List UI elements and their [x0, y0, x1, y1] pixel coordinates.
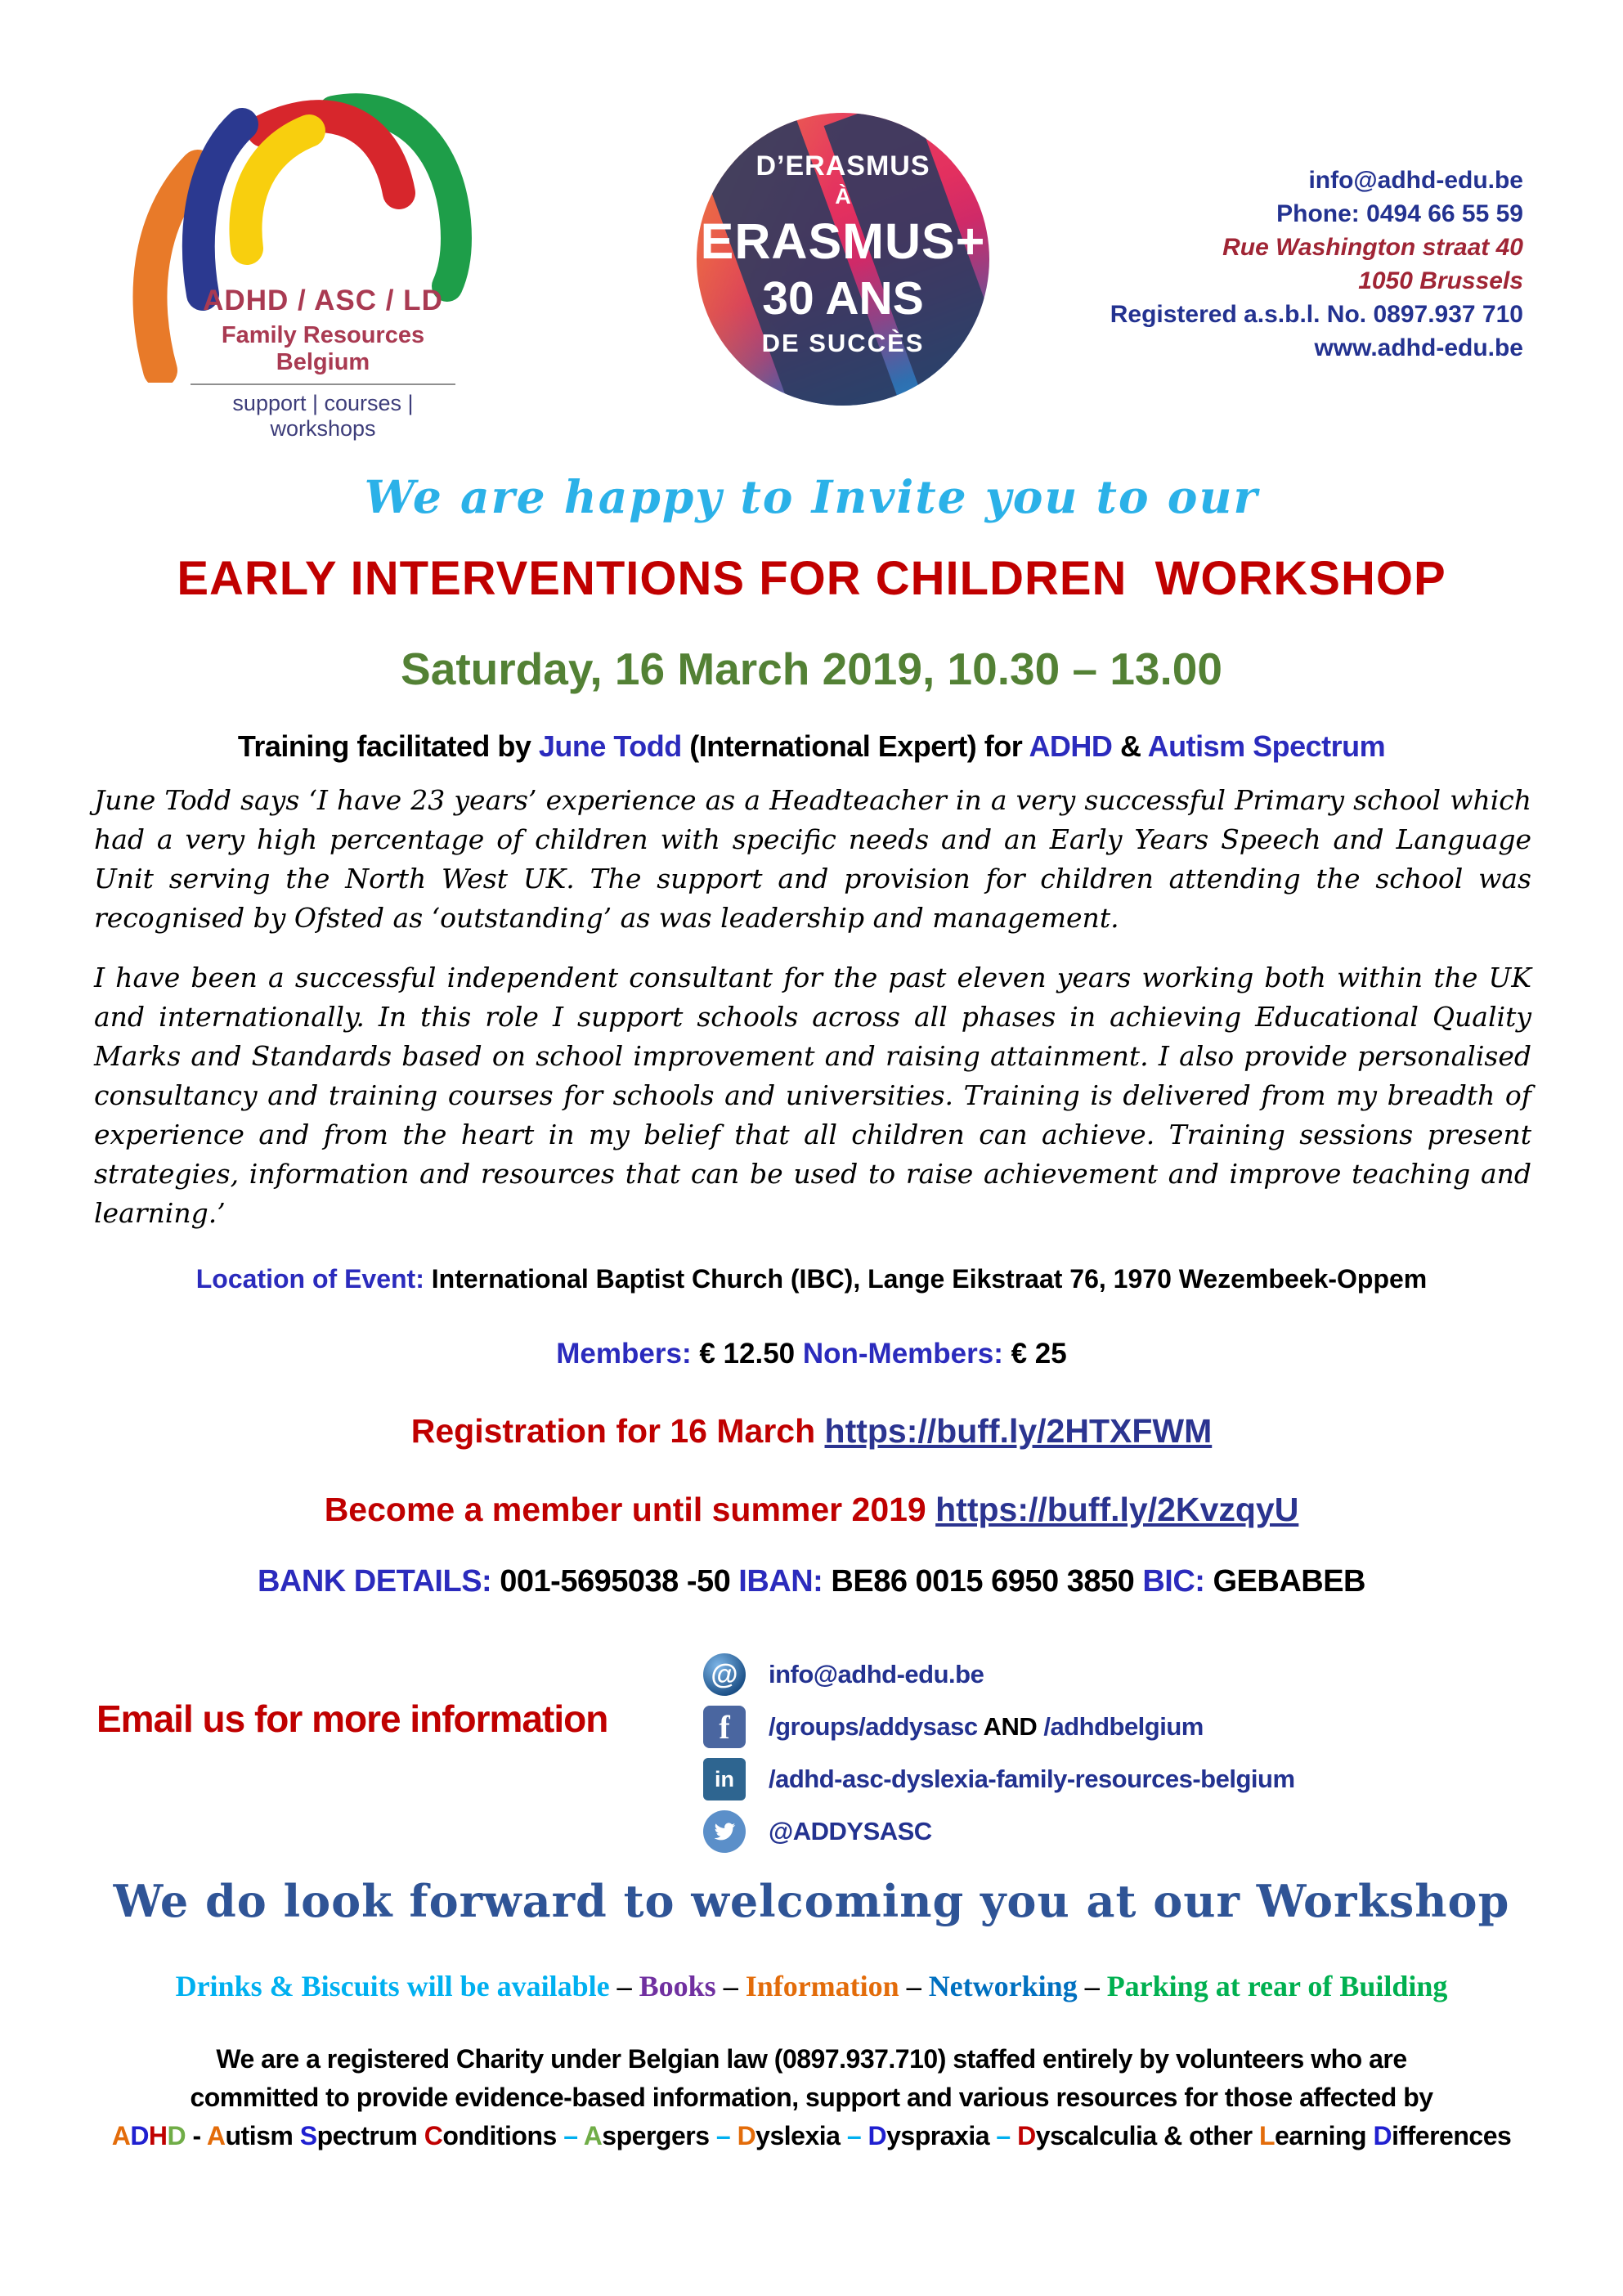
text-segment: Drinks & Biscuits will be available — [175, 1970, 617, 2002]
text-segment: & other — [1163, 2121, 1259, 2150]
text-segment: – — [1084, 1970, 1107, 2002]
text-segment: (International Expert) for — [681, 729, 1029, 763]
workshop-datetime: Saturday, 16 March 2019, 10.30 – 13.00 — [401, 644, 1222, 694]
text-segment: - — [186, 2121, 207, 2150]
text-segment: D — [167, 2121, 186, 2150]
text-segment: D — [737, 2121, 756, 2150]
social-row-facebook — [703, 1706, 1295, 1748]
text-segment: Location of Event: — [195, 1264, 432, 1294]
facebook-icon: f — [703, 1706, 746, 1748]
text-segment: H — [148, 2121, 168, 2150]
text-segment: BANK DETAILS: — [257, 1564, 500, 1599]
linkedin-icon: in — [703, 1758, 746, 1800]
contact-address-city: 1050 Brussels — [1358, 267, 1523, 294]
trainer-line — [0, 729, 1623, 764]
text-segment: Information — [745, 1970, 907, 2002]
text-segment: D — [868, 2121, 887, 2150]
contact-phone: Phone: 0494 66 55 59 — [1276, 200, 1523, 227]
pricing-line — [0, 1338, 1623, 1370]
text-segment: D — [1373, 2121, 1392, 2150]
erasmus-30-years-badge — [697, 113, 989, 406]
text-segment: Autism Spectrum — [1147, 729, 1386, 763]
text-segment: D — [1017, 2121, 1036, 2150]
contact-block — [1110, 164, 1523, 365]
charity-footer — [0, 2040, 1623, 2155]
text-segment: A — [206, 2121, 226, 2150]
text-segment: C — [424, 2121, 443, 2150]
text-segment: D — [130, 2121, 149, 2150]
contact-email: info@adhd-edu.be — [1308, 167, 1523, 194]
badge-line4: 30 ANS — [762, 272, 924, 325]
text-segment: Networking — [928, 1970, 1085, 2002]
text-segment: € 12.50 — [699, 1338, 803, 1370]
text-segment: earning — [1275, 2121, 1374, 2150]
text-segment: L — [1258, 2121, 1276, 2150]
badge-line3: ERASMUS+ — [700, 213, 986, 269]
text-segment: Non-Members: — [802, 1338, 1011, 1370]
text-segment: Books — [639, 1970, 724, 2002]
link-segment[interactable]: @ADDYSASC — [769, 1817, 932, 1845]
closing-headline: We do look forward to welcoming you at our Workshop — [113, 1875, 1510, 1927]
text-segment: – — [715, 2121, 738, 2150]
bio-paragraph-2: I have been a successful independent consultant for the past eleven years working both within the UK and internationally. In this role I support schools across all phases in achieving Educational Quality Marks and Standards based on school improvement and raising attainment. I also provide personalised consultancy and training courses for schools and universities. Training is delivered from my breadth of experience and from the heart in my belief that all children can achieve. Training sessions present strategies, information and resources that can be used to raise achievement and improve teaching and learning.’ — [94, 962, 1531, 1229]
text-segment: pectrum — [316, 2121, 424, 2150]
text-segment: – — [723, 1970, 746, 2002]
email-at-icon: @ — [703, 1653, 746, 1696]
text-segment: S — [299, 2121, 317, 2150]
social-row-twitter — [703, 1810, 1295, 1853]
text-segment: International Baptist Church (IBC), Lange Eikstraat 76, 1970 Wezembeek-Oppem — [431, 1264, 1428, 1294]
email-us-label: Email us for more information — [96, 1697, 608, 1740]
text-segment: GEBABEB — [1213, 1564, 1365, 1599]
twitter-bird-icon — [703, 1810, 746, 1853]
link-segment[interactable]: https://buff.ly/2HTXFWM — [824, 1412, 1213, 1450]
bio-paragraph-1: June Todd says ‘I have 23 years’ experience as a Headteacher in a very successful Primary school which had a very high percentage of children with specific needs and an Early Years Speech and Language Unit serving the North West UK. The support and provision for children attending the school was recognised by Ofsted as ‘outstanding’ as was leadership and management. — [94, 784, 1531, 934]
badge-text — [697, 150, 989, 358]
workshop-title: EARLY INTERVENTIONS FOR CHILDREN WORKSHOP — [177, 552, 1446, 605]
link-segment[interactable]: /adhdbelgium — [1043, 1712, 1204, 1741]
text-segment: onditions — [442, 2121, 564, 2150]
social-row-linkedin — [703, 1758, 1295, 1800]
link-segment[interactable]: info@adhd-edu.be — [769, 1660, 984, 1688]
text-segment: IBAN: — [738, 1564, 832, 1599]
text-segment: € 25 — [1011, 1338, 1067, 1370]
text-segment: – — [846, 2121, 868, 2150]
social-links — [703, 1653, 1295, 1853]
logo-divider — [191, 383, 455, 385]
invite-script-line: We are happy to Invite you to our — [364, 470, 1259, 523]
logo-title: ADHD / ASC / LD — [203, 285, 443, 316]
registration-line — [0, 1412, 1623, 1451]
membership-line — [0, 1491, 1623, 1529]
link-segment[interactable]: /adhd-asc-dyslexia-family-resources-belgium — [769, 1765, 1295, 1793]
contact-address-street: Rue Washington straat 40 — [1222, 234, 1523, 261]
text-segment: Members: — [556, 1338, 700, 1370]
text-segment: Registration for 16 March — [410, 1412, 825, 1450]
amenities-line — [0, 1969, 1623, 2003]
contact-website[interactable]: www.adhd-edu.be — [1314, 334, 1523, 361]
text-segment: – — [563, 2121, 584, 2150]
text-segment: – — [616, 1970, 639, 2002]
text-segment: ifferences — [1392, 2121, 1512, 2150]
badge-line2: À — [835, 184, 851, 209]
footer-line-3 — [0, 2117, 1623, 2155]
text-segment: BIC: — [1142, 1564, 1213, 1599]
text-segment: yslexia — [755, 2121, 847, 2150]
text-segment: yspraxia — [886, 2121, 997, 2150]
social-twitter-text[interactable] — [769, 1817, 932, 1846]
social-linkedin-text[interactable] — [769, 1765, 1295, 1794]
contact-registration-number: Registered a.s.b.l. No. 0897.937 710 — [1110, 301, 1523, 328]
footer-line-2: committed to provide evidence-based information, support and various resources for those affected by — [190, 2083, 1433, 2112]
logo-text-block — [184, 285, 462, 442]
link-segment[interactable]: /groups/addysasc — [769, 1712, 978, 1741]
text-segment: – — [906, 1970, 929, 2002]
text-segment: Training facilitated by — [237, 729, 539, 763]
text-segment: & — [1112, 729, 1148, 763]
text-segment: A — [111, 2121, 131, 2150]
link-segment[interactable]: https://buff.ly/2KvzqyU — [935, 1491, 1299, 1528]
text-segment: AND — [977, 1712, 1044, 1741]
text-segment: spergers — [602, 2121, 716, 2150]
text-segment: 001-5695038 -50 — [500, 1564, 739, 1599]
badge-line5: DE SUCCÈS — [761, 329, 925, 357]
text-segment: utism — [225, 2121, 300, 2150]
social-email-text[interactable] — [769, 1660, 984, 1689]
text-segment: June Todd — [538, 729, 682, 763]
bank-details-line — [0, 1564, 1623, 1599]
logo-subtitle: Family Resources Belgium — [221, 322, 425, 375]
text-segment: BE86 0015 6950 3850 — [831, 1564, 1143, 1599]
text-segment: A — [583, 2121, 603, 2150]
footer-line-1: We are a registered Charity under Belgian law (0897.937.710) staffed entirely by volunteers who are — [216, 2044, 1407, 2074]
badge-line1: D’ERASMUS — [755, 150, 930, 182]
text-segment: – — [996, 2121, 1018, 2150]
text-segment: Parking at rear of Building — [1106, 1970, 1448, 2002]
social-row-email — [703, 1653, 1295, 1696]
logo-tagline: support | courses | workshops — [232, 391, 414, 441]
text-segment: Become a member until summer 2019 — [324, 1491, 936, 1528]
social-facebook-text[interactable] — [769, 1712, 1204, 1742]
text-segment: yscalculia — [1035, 2121, 1164, 2150]
text-segment: ADHD — [1029, 729, 1113, 763]
event-location-line — [0, 1264, 1623, 1294]
